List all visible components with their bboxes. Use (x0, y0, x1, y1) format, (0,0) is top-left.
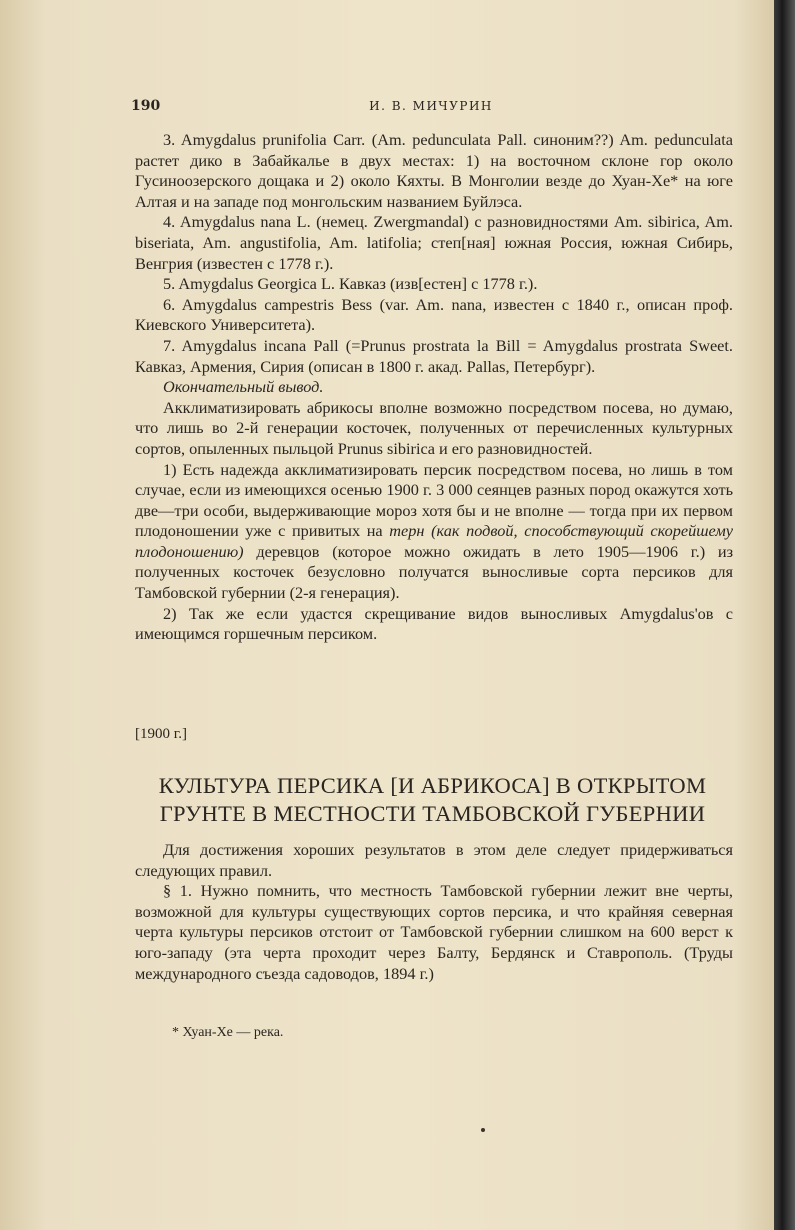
date-note: [1900 г.] (135, 726, 187, 742)
footnote: * Хуан-Хе — река. (172, 1025, 284, 1040)
point-1-italic-text: терн (как подвой, способствующий скорейшему плодоношению) (135, 521, 733, 561)
ink-speck (481, 1128, 485, 1132)
page-number: 190 (131, 98, 161, 114)
paragraph-item-3: 3. Amygdalus prunifolia Carr. (Am. pedunculata Pall. синоним??) Am. pedunculata растет дико в Забайкалье в двух местах: 1) на восточном склоне гор около Гусиноозерского дощака и 2) около Кяхты. В Монголии везде до Хуан-Хе* на юге Алтая и на западе под монгольским названием Буйлэса. (135, 130, 733, 211)
section-title-line-2: ГРУНТЕ В МЕСТНОСТИ ТАМБОВСКОЙ ГУБЕРНИИ (159, 801, 706, 826)
point-2-paragraph: 2) Так же если удастся скрещивание видов выносливых Amygdalus'ов с имеющимся горшечным персиком. (135, 603, 733, 644)
point-1-text-end: деревцов (которое можно ожидать в лето 1905—1906 г.) из полученных косточек безусловно получатся выносливые сорта персиков для Тамбовской губернии (2-я генерация). (135, 541, 733, 603)
conclusion-heading: Окончательный вывод. (163, 377, 324, 397)
section-title-line-1: КУЛЬТУРА ПЕРСИКА [И АБРИКОСА] В ОТКРЫТОМ (158, 773, 707, 798)
intro-paragraph: Для достижения хороших результатов в этом деле следует придерживаться следующих правил. (135, 840, 733, 880)
point-1-paragraph (135, 460, 733, 604)
paragraph-item-7: 7. Amygdalus incana Pall (=Prunus prostrata la Bill = Amygdalus prostrata Sweet. Кавказ, Армения, Сирия (описан в 1800 г. акад. Pallas, Петербург). (135, 335, 733, 376)
rule-1-paragraph: § 1. Нужно помнить, что местность Тамбовской губернии лежит вне черты, возможной для культуры существующих сортов персика, и что крайняя северная черта культуры персиков отстоит от Тамбовской губернии слишком на 600 верст к юго-западу (эта черта проходит через Балту, Бердянск и Ставрополь. (Труды международного съезда садоводов, 1894 г.) (135, 881, 733, 983)
page-header (131, 98, 731, 118)
point-1-text-start: 1) Есть надежда акклиматизировать персик посредством посева, но лишь в том случае, если из имеющихся осенью 1900 г. 3 000 сеянцев разных пород окажутся хоть две—три особи, выдерживающие мороз хотя бы и не вполне — тогда при их первом плодоношении уже с привитых на (135, 459, 733, 541)
species-list-and-conclusion (135, 130, 733, 645)
paragraph-item-4: 4. Amygdalus nana L. (немец. Zwergmandal) с разновидностями Am. sibirica, Am. biseriata, Am. angustifolia, Am. latifolia; степ[ная] южная Россия, южная Сибирь, Венгрия (известен с 1778 г.). (135, 212, 733, 273)
running-head: И. В. МИЧУРИН (369, 99, 493, 113)
culture-rules-text (135, 840, 733, 984)
paragraph-item-5: 5. Amygdalus Georgica L. Кавказ (изв[естен] с 1778 г.). (163, 274, 538, 294)
conclusion-paragraph: Акклиматизировать абрикосы вполне возможно посредством посева, но думаю, что лишь во 2-й генерации косточек, полученных от перечисленных культурных сортов, опыленных пыльцой Prunus sibirica и его разновидностей. (135, 397, 733, 458)
section-title (120, 772, 745, 828)
paragraph-item-6: 6. Amygdalus campestris Bess (var. Am. nana, известен с 1840 г., описан проф. Киевского Университета). (135, 294, 733, 335)
book-spine-edge (774, 0, 795, 1230)
